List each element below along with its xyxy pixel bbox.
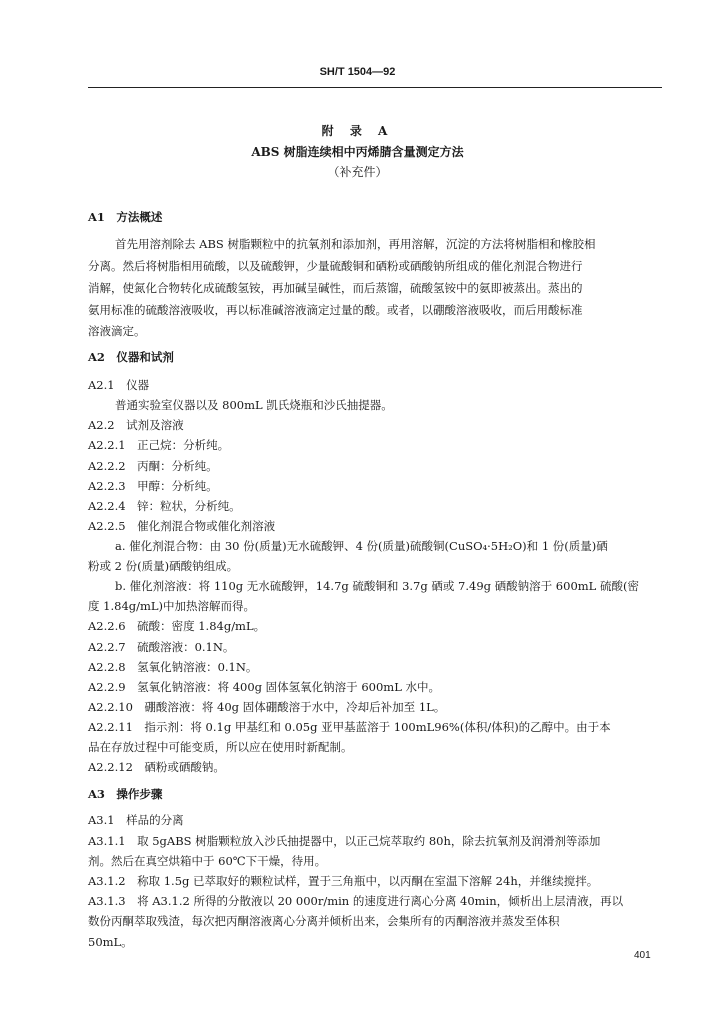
a2-2-heading: A2.2 试剂及溶液 (88, 418, 184, 432)
a2-2-5-a-line-1: a. 催化剂混合物：由 30 份(质量)无水硫酸钾、4 份(质量)硫酸铜(CuSO₄·5H₂O)和 1 份(质量)硒 (115, 539, 608, 553)
section-heading-a2: A2 仪器和试剂 (88, 350, 174, 364)
a2-2-11-line-2: 品在存放过程中可能变质，所以应在使用时新配制。 (88, 740, 353, 754)
a2-2-9: A2.2.9 氢氧化钠溶液：将 400g 固体氢氧化钠溶于 600mL 水中。 (88, 680, 440, 694)
a3-1-2: A3.1.2 称取 1.5g 已萃取好的颗粒试样，置于三角瓶中，以丙酮在室温下溶解 24h，并继续搅拌。 (88, 874, 599, 888)
a2-2-12: A2.2.12 硒粉或硒酸钠。 (88, 760, 225, 774)
a3-1-1-line-2: 剂。然后在真空烘箱中于 60℃下干燥，待用。 (88, 854, 327, 868)
a2-2-3: A2.2.3 甲醇：分析纯。 (88, 479, 218, 493)
a2-2-2: A2.2.2 丙酮：分析纯。 (88, 459, 218, 473)
a3-1-heading: A3.1 样品的分离 (88, 813, 184, 827)
page-number: 401 (634, 950, 651, 961)
a3-1-3-line-3: 50mL。 (88, 935, 133, 949)
a2-2-5-b-line-2: 度 1.84g/mL)中加热溶解而得。 (88, 599, 256, 613)
appendix-title: 附 录 A (321, 124, 394, 138)
a2-2-4: A2.2.4 锌：粒状，分析纯。 (88, 499, 241, 513)
a1-line-3: 消解，使氮化合物转化成硫酸氢铵，再加碱呈碱性，而后蒸馏，硫酸氢铵中的氨即被蒸出。蒸出的 (88, 281, 583, 295)
a2-2-1: A2.2.1 正己烷：分析纯。 (88, 438, 230, 452)
a2-2-5: A2.2.5 催化剂混合物或催化剂溶液 (88, 519, 276, 533)
a1-line-2: 分离。然后将树脂相用硫酸，以及硫酸钾，少量硫酸铜和硒粉或硒酸钠所组成的催化剂混合物进行 (88, 259, 583, 273)
section-heading-a3: A3 操作步骤 (88, 787, 163, 801)
a1-line-1: 首先用溶剂除去 ABS 树脂颗粒中的抗氧剂和添加剂，再用溶解，沉淀的方法将树脂相和橡胶相 (115, 237, 596, 251)
a3-1-3-line-1: A3.1.3 将 A3.1.2 所得的分散液以 20 000r/min 的速度进行离心分离 40min，倾析出上层清液，再以 (88, 894, 624, 908)
a2-1-text: 普通实验室仪器以及 800mL 凯氏烧瓶和沙氏抽提器。 (115, 398, 393, 412)
a2-1-heading: A2.1 仪器 (88, 378, 150, 392)
a2-2-7: A2.2.7 硫酸溶液：0.1N。 (88, 640, 235, 654)
section-heading-a1: A1 方法概述 (88, 210, 163, 224)
a2-2-5-a-line-2: 粉或 2 份(质量)硒酸钠组成。 (88, 559, 239, 573)
a3-1-1-line-1: A3.1.1 取 5gABS 树脂颗粒放入沙氏抽提器中，以正己烷萃取约 80h，除去抗氧剂及润滑剂等添加 (88, 834, 601, 848)
standard-code-header: SH/T 1504—92 (319, 66, 396, 78)
a2-2-11-line-1: A2.2.11 指示剂：将 0.1g 甲基红和 0.05g 亚甲基蓝溶于 100mL96%(体积/体积)的乙醇中。由于本 (88, 720, 611, 734)
a2-2-5-b-line-1: b. 催化剂溶液：将 110g 无水硫酸钾，14.7g 硫酸铜和 3.7g 硒或 7.49g 硒酸钠溶于 600mL 硫酸(密 (115, 579, 639, 593)
header-rule (88, 87, 662, 88)
a2-2-8: A2.2.8 氢氧化钠溶液：0.1N。 (88, 660, 258, 674)
method-title: ABS 树脂连续相中丙烯腈含量测定方法 (251, 145, 464, 159)
a3-1-3-line-2: 数份丙酮萃取残渣，每次把丙酮溶液离心分离并倾析出来，会集所有的丙酮溶液并蒸发至体积 (88, 914, 560, 928)
a2-2-6: A2.2.6 硫酸：密度 1.84g/mL。 (88, 619, 266, 633)
a2-2-10: A2.2.10 硼酸溶液：将 40g 固体硼酸溶于水中，冷却后补加至 1L。 (88, 700, 446, 714)
supplement-label: （补充件） (327, 165, 388, 179)
a1-line-4: 氨用标准的硫酸溶液吸收，再以标准碱溶液滴定过量的酸。或者，以硼酸溶液吸收，而后用酸标准 (88, 303, 583, 317)
a1-line-5: 溶液滴定。 (88, 324, 146, 338)
